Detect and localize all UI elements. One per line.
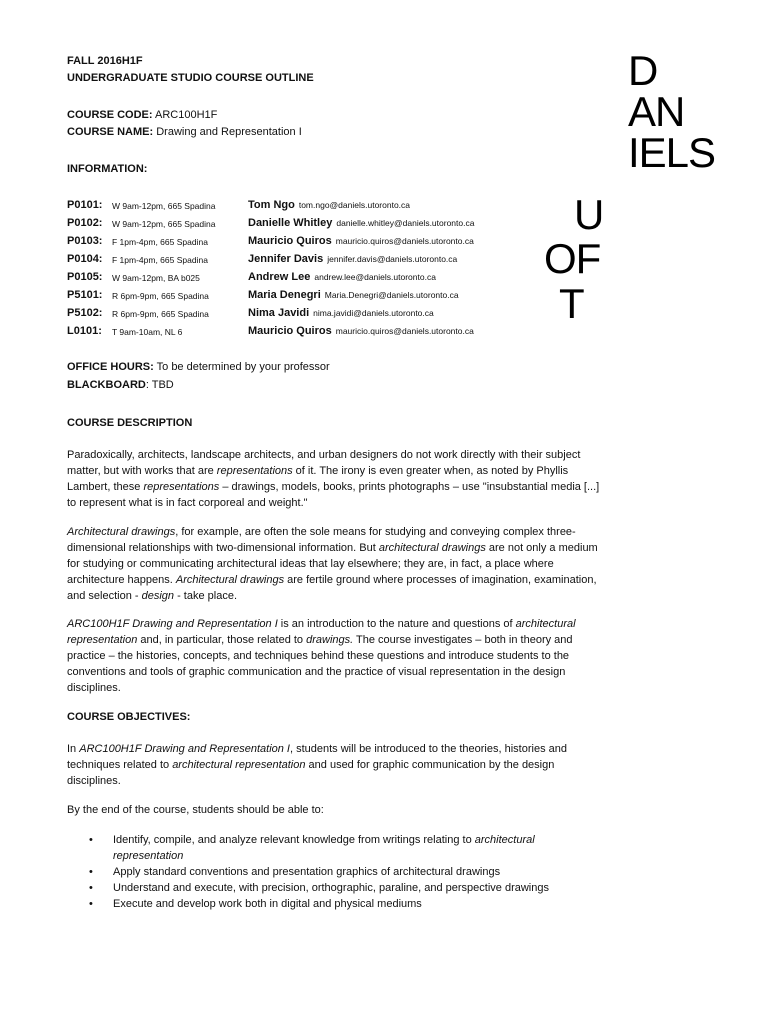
italic-run: representations — [216, 465, 293, 477]
description-paragraph-2 — [67, 524, 607, 604]
course-name — [67, 126, 302, 138]
instructor-name: Jennifer Davis — [248, 253, 324, 265]
instructor-name: Nima Javidi — [248, 307, 310, 319]
italic-run: architectural representation — [67, 618, 576, 646]
instructor-name: Mauricio Quiros — [248, 325, 332, 337]
section-time: W 9am-12pm, 665 Spadina — [112, 201, 216, 211]
text-run: and, in particular, those related to — [137, 634, 307, 646]
instructor-email: nima.javidi@daniels.utoronto.ca — [313, 308, 434, 318]
objectives-list — [67, 832, 587, 912]
section-instructor — [248, 307, 434, 319]
text-run: of it. The irony is even greater when, as noted by Phyllis Lambert, these — [67, 465, 569, 493]
instructor-name: Andrew Lee — [248, 271, 311, 283]
section-code: P0103: — [67, 235, 103, 247]
blackboard-value: : TBD — [145, 379, 174, 391]
section-instructor — [248, 253, 457, 265]
objectives-paragraph-1 — [67, 741, 607, 789]
section-time: R 6pm-9pm, 665 Spadina — [112, 309, 209, 319]
italic-run: representations — [143, 481, 220, 493]
section-time: W 9am-12pm, 665 Spadina — [112, 219, 216, 229]
section-code: P0102: — [67, 217, 103, 229]
section-code: P5102: — [67, 307, 103, 319]
instructor-email: jennifer.davis@daniels.utoronto.ca — [327, 254, 458, 264]
blackboard-label: BLACKBOARD — [67, 379, 146, 391]
section-instructor — [248, 199, 410, 211]
section-code: P5101: — [67, 289, 103, 301]
text-run: , for example, are often the sole means for studying and conveying complex three-dimensional relationships with two-dimensional information. But — [67, 526, 576, 554]
uoft-logo-line-1: U — [574, 191, 604, 238]
section-code: L0101: — [67, 325, 102, 337]
course-name-value: Drawing and Representation I — [156, 126, 302, 138]
instructor-email: mauricio.quiros@daniels.utoronto.ca — [335, 236, 474, 246]
daniels-logo-line-3: IELS — [628, 129, 716, 176]
description-paragraph-3 — [67, 616, 607, 696]
section-time: F 1pm-4pm, 665 Spadina — [112, 255, 208, 265]
italic-run: design — [141, 590, 175, 602]
section-time: R 6pm-9pm, 665 Spadina — [112, 291, 209, 301]
term-heading: FALL 2016H1F — [67, 55, 143, 67]
section-instructor — [248, 289, 459, 301]
list-item-text: Understand and execute, with precision, orthographic, paraline, and perspective drawings — [113, 882, 549, 894]
bullet-icon: • — [89, 898, 93, 910]
course-description-heading: COURSE DESCRIPTION — [67, 417, 193, 429]
instructor-name: Mauricio Quiros — [248, 235, 332, 247]
section-time: W 9am-12pm, BA b025 — [112, 273, 200, 283]
section-instructor — [248, 271, 436, 283]
description-paragraph-1 — [67, 447, 607, 511]
daniels-logo-line-2: AN — [628, 88, 685, 135]
section-code: P0101: — [67, 199, 103, 211]
text-run: are not only a medium for studying or communicating architectural ideas that lay elsewhere; they are, in fact, a place where architecture happens. — [67, 542, 598, 586]
instructor-email: danielle.whitley@daniels.utoronto.ca — [336, 218, 475, 228]
instructor-email: tom.ngo@daniels.utoronto.ca — [298, 200, 411, 210]
uoft-logo-line-3: T — [559, 280, 584, 327]
list-item-text: Execute and develop work both in digital and physical mediums — [113, 898, 422, 910]
course-code — [67, 109, 217, 121]
section-code: P0105: — [67, 271, 103, 283]
section-instructor — [248, 325, 474, 337]
bullet-icon: • — [89, 866, 93, 878]
instructor-name: Maria Denegri — [248, 289, 321, 301]
objectives-paragraph-2: By the end of the course, students should be able to: — [67, 804, 324, 816]
text-run: , students will be introduced to the theories, histories and techniques related to — [67, 743, 567, 771]
list-item-italic: architectural representation — [113, 834, 535, 862]
instructor-name: Danielle Whitley — [248, 217, 333, 229]
bullet-icon: • — [89, 834, 93, 846]
text-run: are fertile ground where processes of imagination, examination, and selection - — [67, 574, 597, 602]
instructor-email: Maria.Denegri@daniels.utoronto.ca — [324, 290, 459, 300]
text-run: Paradoxically, architects, landscape architects, and urban designers do not work directly with their subject matter, but with works that are — [67, 449, 581, 477]
document-type-heading: UNDERGRADUATE STUDIO COURSE OUTLINE — [67, 72, 314, 84]
italic-run: ARC100H1F Drawing and Representation I — [67, 618, 278, 630]
office-hours-value: To be determined by your professor — [156, 361, 330, 373]
section-instructor — [248, 217, 474, 229]
italic-run: architectural representation — [172, 759, 306, 771]
daniels-logo-line-1: D — [628, 47, 658, 94]
instructor-name: Tom Ngo — [248, 199, 295, 211]
italic-run: drawings. — [306, 634, 354, 646]
text-run: – drawings, models, books, prints photographs – use "insubstantial media [...] to represent what is in fact corporeal and weight." — [67, 481, 600, 509]
uoft-logo-line-2: OF — [544, 235, 601, 282]
text-run: In — [67, 743, 80, 755]
list-item-text: Identify, compile, and analyze relevant knowledge from writings relating to — [113, 834, 475, 846]
italic-run: ARC100H1F Drawing and Representation I — [79, 743, 290, 755]
course-objectives-heading: COURSE OBJECTIVES: — [67, 711, 191, 723]
list-item-text: Apply standard conventions and presentation graphics of architectural drawings — [113, 866, 501, 878]
office-hours — [67, 361, 330, 373]
instructor-email: andrew.lee@daniels.utoronto.ca — [314, 272, 436, 282]
section-instructor — [248, 235, 474, 247]
office-hours-label: OFFICE HOURS: — [67, 361, 154, 373]
section-code: P0104: — [67, 253, 103, 265]
italic-run: architectural drawings — [378, 542, 486, 554]
list-item — [67, 832, 587, 864]
bullet-icon: • — [89, 882, 93, 894]
instructor-email: mauricio.quiros@daniels.utoronto.ca — [335, 326, 474, 336]
list-item — [67, 880, 587, 896]
section-time: F 1pm-4pm, 665 Spadina — [112, 237, 208, 247]
list-item — [67, 896, 587, 912]
course-name-label: COURSE NAME: — [67, 126, 154, 138]
text-run: - take place. — [174, 590, 238, 602]
text-run: and used for graphic communication by the design disciplines. — [67, 759, 555, 787]
blackboard — [67, 379, 174, 391]
text-run: is an introduction to the nature and questions of — [277, 618, 516, 630]
italic-run: Architectural drawings — [67, 526, 176, 538]
information-heading: INFORMATION: — [67, 163, 148, 175]
list-item — [67, 864, 587, 880]
section-time: T 9am-10am, NL 6 — [112, 327, 183, 337]
course-code-label: COURSE CODE: — [67, 109, 153, 121]
italic-run: Architectural drawings — [175, 574, 285, 586]
course-code-value: ARC100H1F — [155, 109, 218, 121]
text-run: The course investigates – both in theory and practice – the histories, concepts, and techniques behind these questions and introduce students to the conventions and tools of graphic communication and the practice of visual representation in the design disciplines. — [67, 634, 573, 694]
